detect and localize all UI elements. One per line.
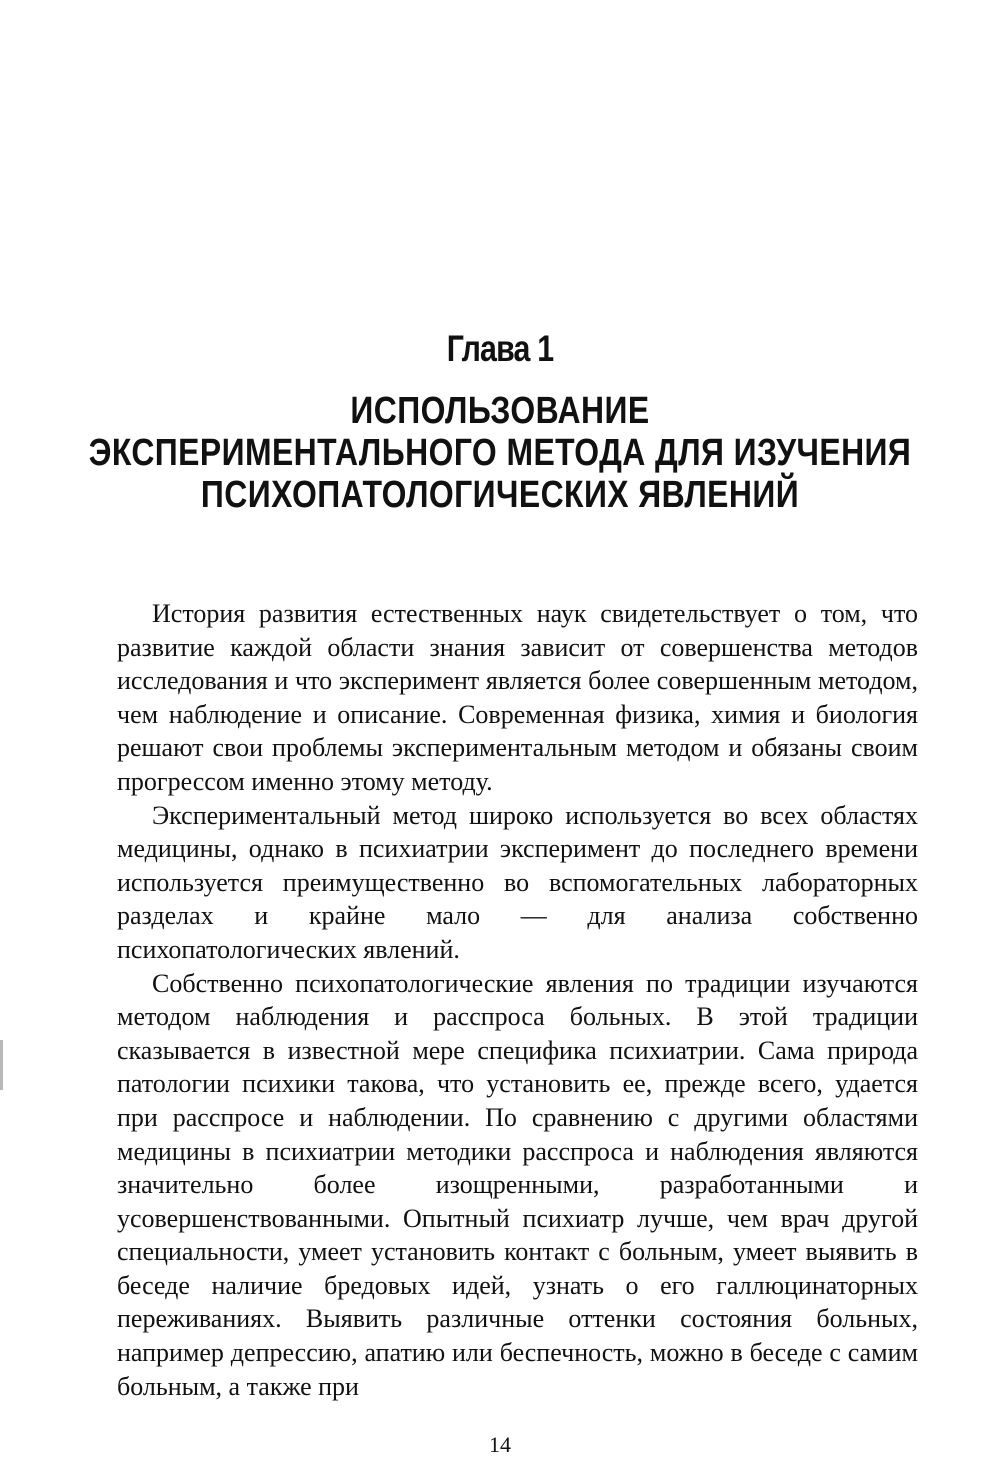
chapter-title-line-2: ЭКСПЕРИМЕНТАЛЬНОГО МЕТОДА ДЛЯ ИЗУЧЕНИЯ <box>88 432 912 474</box>
paragraph-1: История развития естественных наук свидетельствует о том, что развитие каждой области знания зависит от совершенства методов исследования и что эксперимент является более совершенным методом, чем наблюдение и описание. Современная физика, химия и биология решают свои проблемы экспериментальным методом и обязаны своим прогрессом именно этому методу. <box>117 599 918 796</box>
page-number: 14 <box>489 1432 511 1457</box>
paragraph-3: Собственно психопатологические явления по традиции изучаются методом наблюдения и расспроса больных. В этой традиции сказывается в известной мере специфика психиатрии. Сама природа патологии психики такова, что установить ее, прежде всего, удается при расспросе и наблюдении. По сравнению с другими областями медицины в психиатрии методики расспроса и наблюдения являются значительно более изощренными, разработанными и усовершенствованными. Опытный психиатр лучше, чем врач другой специальности, умеет установить контакт с больным, умеет выявить в беседе наличие бредовых идей, узнать о его галлюцинаторных переживаниях. Выявить различные оттенки состояния больных, например депрессию, апатию или беспечность, можно в беседе с самим больным, а также при <box>117 968 918 1401</box>
chapter-title-line-3: ПСИХОПАТОЛОГИЧЕСКИХ ЯВЛЕНИЙ <box>200 474 800 516</box>
paragraph-2: Экспериментальный метод широко используется во всех областях медицины, однако в психиатрии эксперимент до последнего времени используется преимущественно во вспомогательных лабораторных разделах и крайне мало — для анализа собственно психопатологических явлений. <box>117 800 918 964</box>
scan-margin-mark <box>0 1040 3 1090</box>
chapter-title-line-1: ИСПОЛЬЗОВАНИЕ <box>350 390 650 432</box>
chapter-label: Глава 1 <box>446 328 554 369</box>
body-text <box>117 597 918 1403</box>
chapter-title <box>80 390 920 516</box>
